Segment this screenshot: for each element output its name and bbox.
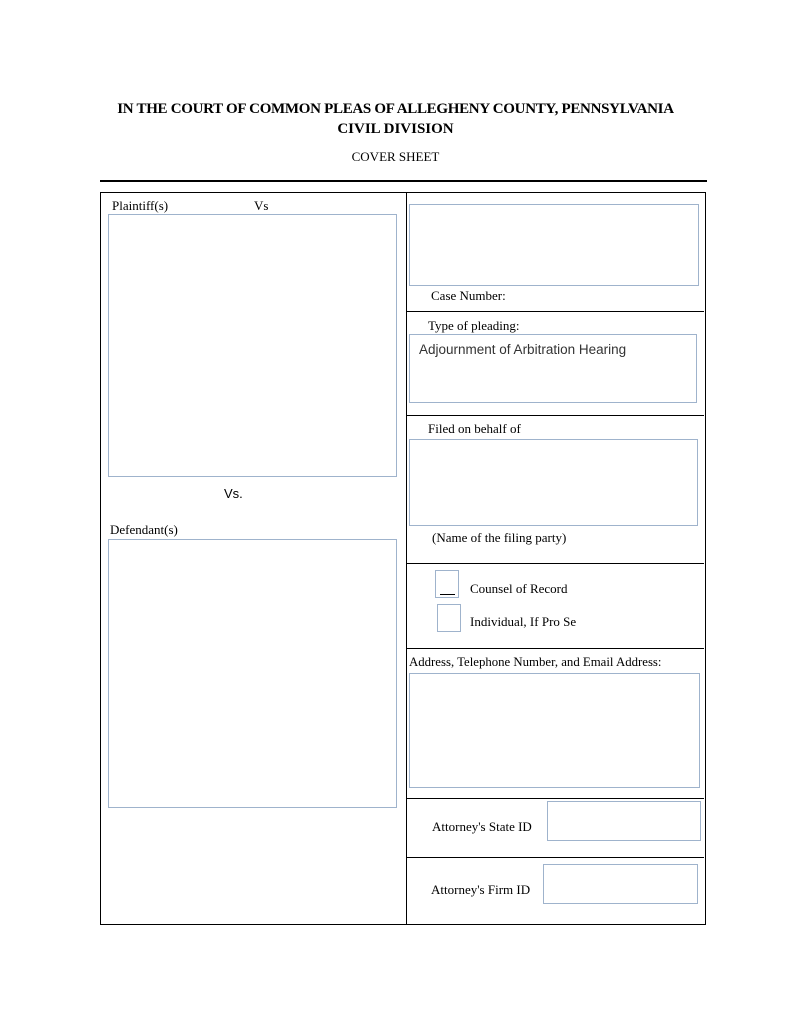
counsel-checkbox[interactable] xyxy=(435,570,459,598)
pro-se-label: Individual, If Pro Se xyxy=(470,614,577,629)
pleading-label: Type of pleading: xyxy=(428,318,520,333)
defendant-label: Defendant(s) xyxy=(110,522,178,537)
court-title: IN THE COURT OF COMMON PLEAS OF ALLEGHENY COUNTY, PENNSYLVANIA xyxy=(117,101,674,117)
plaintiff-field[interactable] xyxy=(108,214,397,477)
checkbox-underline xyxy=(440,594,455,595)
vs-separator: Vs. xyxy=(224,486,243,501)
column-divider xyxy=(406,192,407,924)
case-number-field[interactable] xyxy=(409,204,699,286)
header-rule xyxy=(100,180,707,182)
state-id-field[interactable] xyxy=(547,801,701,841)
filed-field[interactable] xyxy=(409,439,698,526)
filed-note: (Name of the filing party) xyxy=(432,530,567,545)
pleading-field[interactable]: Adjournment of Arbitration Hearing xyxy=(409,334,697,403)
cover-sheet-title: COVER SHEET xyxy=(351,149,440,164)
address-field[interactable] xyxy=(409,673,700,788)
row-divider xyxy=(406,798,704,799)
defendant-field[interactable] xyxy=(108,539,397,808)
filed-label: Filed on behalf of xyxy=(428,421,521,436)
row-divider xyxy=(406,415,704,416)
pro-se-checkbox[interactable] xyxy=(437,604,461,632)
state-id-label: Attorney's State ID xyxy=(432,819,532,834)
vs-label: Vs xyxy=(254,198,269,213)
plaintiff-label: Plaintiff(s) xyxy=(112,198,169,213)
counsel-label: Counsel of Record xyxy=(470,581,568,596)
row-divider xyxy=(406,857,704,858)
firm-id-label: Attorney's Firm ID xyxy=(431,882,531,897)
row-divider xyxy=(406,648,704,649)
address-label: Address, Telephone Number, and Email Address: xyxy=(409,655,662,669)
row-divider xyxy=(406,563,704,564)
firm-id-field[interactable] xyxy=(543,864,698,904)
case-number-label: Case Number: xyxy=(431,288,506,303)
division-title: CIVIL DIVISION xyxy=(337,121,454,137)
row-divider xyxy=(406,311,704,312)
